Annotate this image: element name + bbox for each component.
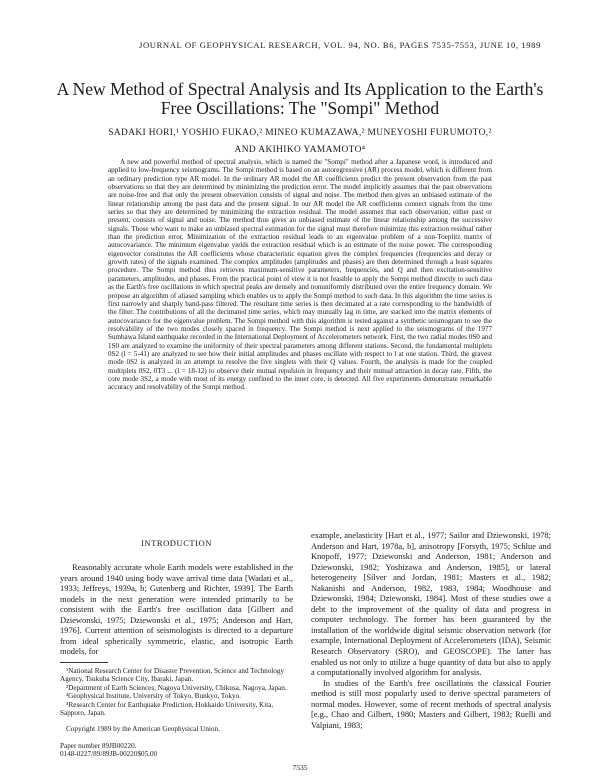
author-list xyxy=(40,125,560,159)
body-paragraph: In studies of the Earth's free oscillations the classical Fourier method is still most popularly used to derive spectral parameters of normal modes. However, some of recent methods of spectral analysis [e.g., Chao and Gilbert, 1980; Masters and Gilbert, 1983; Ruelli and Valpiani, 1983; xyxy=(311,677,551,730)
footnote: ⁴Research Center for Earthquake Prediction, Hokkaido University, Kita, Sapporo, Japan. xyxy=(60,700,274,717)
introduction-heading: INTRODUCTION xyxy=(141,538,212,548)
left-column xyxy=(60,530,293,759)
right-column xyxy=(311,530,551,730)
author-affiliations xyxy=(60,667,293,717)
title-line-2: Free Oscillations: The "Sompi" Method xyxy=(160,98,440,118)
footnote: ²Department of Earth Sciences, Nagoya University, Chikusa, Nagoya, Japan. xyxy=(66,683,287,692)
copyright-notice: Copyright 1989 by the American Geophysical Union. xyxy=(66,725,220,734)
footnote-divider xyxy=(60,662,108,663)
paper-title xyxy=(40,80,560,118)
issn-code: 0148-0227/89/89JB-00220$05.00 xyxy=(60,750,158,759)
paper-info xyxy=(60,742,293,759)
body-paragraph: example, anelasticity [Hart et al., 1977; Sailor and Dziewonski, 1978; Anderson and Hart, 1978a, b], anisotropy [Forsyth, 1975; Schlue and Knopoff, 1977; Dziewonski and Anderson, 1981; Anderson and Dziewonski, 1982; Yoshizawa and Anderson, 1985], or lateral heterogeneity [Silver and Jordan, 1981; Masters et al., 1982; Nakanishi and Anderson, 1982, 1983, 1984; Woodhouse and Dziewonski, 1984; Dziewonski, 1984]. Most of these studies owe a debt to the improvement of the quality of data and progress in computer technology. The former has been guaranteed by the installation of the worldwide digital seismic observation network (for example, International Deployment of Accelerometers (IDA), Seismic Research Observatory (SRO), and GEOSCOPE). The latter has enabled us not only to utilize a huge quantity of data but also to apply a computationally involved algorithm for analysis. xyxy=(311,530,551,678)
footnote: ¹National Research Center for Disaster Prevention, Science and Technology Agency, Tsukuba Science City, Ibaraki, Japan. xyxy=(60,666,285,684)
footnote: ³Geophysical Institute, University of Tokyo, Bunkyo, Tokyo. xyxy=(66,692,241,701)
authors-line-2: AND AKIHIKO YAMAMOTO⁴ xyxy=(234,145,366,155)
paper-number: Paper number 89JB00220. xyxy=(60,741,137,750)
page-number: 7535 xyxy=(292,763,308,772)
title-line-1: A New Method of Spectral Analysis and Its Application to the Earth's xyxy=(56,79,544,99)
journal-header: JOURNAL OF GEOPHYSICAL RESEARCH, VOL. 94, NO. B6, PAGES 7535-7553, JUNE 10, 1989 xyxy=(139,40,541,50)
introduction-paragraph: Reasonably accurate whole Earth models were established in the years around 1940 using body wave arrival time data [Wadati et al., 1933; Jeffreys, 1939a, b; Gutenberg and Richter, 1939]. The Earth models in the next generation were intended primarily to be consistent with the Earth's free oscillation data [Gilbert and Dziewonski, 1975; Dziewonski et al., 1975; Anderson and Hart, 1976]. Current attention of seismologists is directed to a departure from ideal spherically symmetric, elastic, and isotropic Earth models, for xyxy=(60,562,293,657)
abstract-text: A new and powerful method of spectral analysis, which is named the "Sompi" method after a Japanese word, is introduced and applied to low-frequency seismograms. The Sompi method is based on an autoregressive (AR) process model, which is different from an ordinary prediction type AR model. In the ordinary AR model the AR coefficients predict the present observation from the past observations so that they are determined by minimizing the prediction error. The model implicitly assumes that the past observations are noise-free and that only the present observation consists of signal and noise. The method then gives an unbiased estimate of the linear relationship among the past data and the present signal. In our AR model the AR coefficients connect signals from the time series so that they are determined by minimizing the extraction residual. The model assumes that each observation, either past or present, consists of signal and noise. The method thus gives an unbiased estimate of the linear relationship among the successive signals. Those who want to make an unbiased spectral estimation for the signal must therefore minimize this extraction residual rather than the prediction error. Minimization of the extraction residual leads to an eigenvalue problem of a non-Toeplitz matrix of autocovariance. The minimum eigenvalue yields the extraction residual which is an estimate of the noise power. The corresponding eigenvector constitutes the AR coefficients whose characteristic equation gives the complex frequencies (frequencies and decay or growth rates) of the signals examined. The complex amplitudes (amplitudes and phases) are then determined through a least squares procedure. The Sompi method thus retrieves maximum-sensitive parameters, frequencies, and Q and then excitation-sensitive parameters, amplitudes, and phases. From the practical point of view it is not feasible to apply the Sompi method directly to such data as the Earth's free oscillations in which spectral peaks are densely and nonuniformly distributed over the entire frequency domain. We propose an algorithm of aliased sampling which enables us to apply the Sompi method to such data. In this algorithm the time series is first narrowly and sharply band-pass filtered. The resultant time series is then decimated at a rate corresponding to the bandwidth of the filter. The contributions of all the decimated time series, which may mutually lag in time, are stacked into the matrix elements of autocovariance for the eigenvalue problem. The Sompi method with this algorithm is tested against a synthetic seismogram to see the resolvability of the two modes closely spaced in frequency. The Sompi method is next applied to the seismograms of the 1977 Sumbawa Island earthquake recorded in the International Deployment of Accelerometers network. First, the two radial modes 0S0 and 1S0 are analyzed to examine the uniformity of their spectral parameters among different stations. Second, the fundamental multiplets 0S2 (l = 5-41) are analyzed to see how their initial amplitudes and phases oscillate with respect to l at one station. Third, the gravest mode 0S2 is analyzed in an attempt to resolve the five singlets with their Q values. Fourth, the analysis is made for the coupled multiplets 0S2, 0T3 ... (l = 18-12) to observe their mutual repulsion in frequency and their mutual attraction in decay rate. Fifth, the core mode 3S2, a mode with most of its energy confined to the inner core, is detected. All five experiments demonstrate remarkable accuracy and resolvability of the Sompi method. xyxy=(108,158,492,392)
authors-line-1: SADAKI HORI,¹ YOSHIO FUKAO,² MINEO KUMAZAWA,² MUNEYOSHI FURUMOTO,² xyxy=(108,128,492,138)
abstract xyxy=(108,158,492,392)
